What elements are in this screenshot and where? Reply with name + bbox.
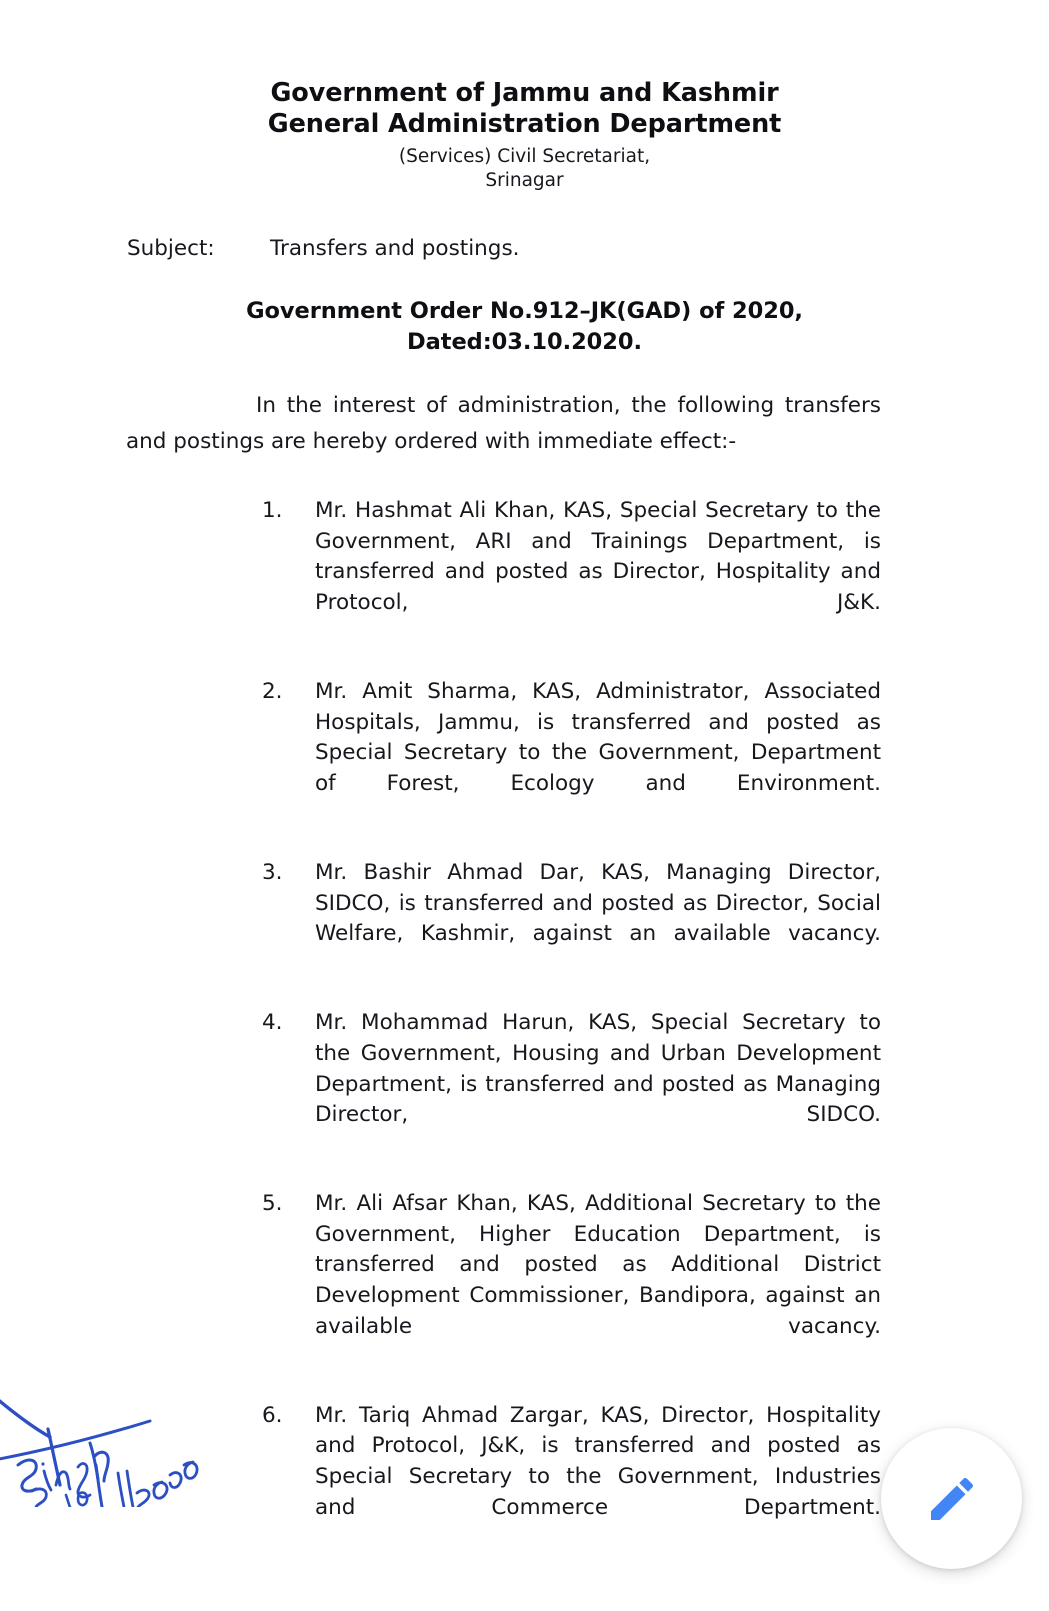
- list-item-number: 1.: [262, 498, 283, 523]
- transfer-list: [0, 496, 1049, 1554]
- list-item-text: Mr. Ali Afsar Khan, KAS, Additional Secretary to the Government, Higher Education Department, is transferred and posted as Additional District Development Commissioner, Bandipora, against an available vacancy.: [315, 1191, 881, 1339]
- subject-row: [0, 235, 1049, 263]
- list-item-number: 5.: [262, 1191, 283, 1217]
- list-item: [262, 1189, 881, 1373]
- organization-name-line-1: Government of Jammu and Kashmir: [270, 78, 779, 108]
- order-date-line: Dated:03.10.2020.: [406, 329, 643, 355]
- list-item-number: 3.: [262, 859, 283, 885]
- address-line-2: Srinagar: [485, 170, 564, 191]
- list-item-text: Mr. Bashir Ahmad Dar, KAS, Managing Director, SIDCO, is transferred and posted as Director, Social Welfare, Kashmir, against an available vacancy.: [315, 859, 881, 947]
- list-item: [262, 496, 881, 649]
- list-item: [262, 677, 881, 830]
- intro-paragraph: In the interest of administration, the following transfers and postings are hereby ordered with immediate effect:-: [126, 393, 881, 454]
- list-item: [262, 1401, 881, 1554]
- edit-button[interactable]: [881, 1428, 1022, 1569]
- list-item-text: Mr. Tariq Ahmad Zargar, KAS, Director, Hospitality and Protocol, J&K, is transferred and posted as Special Secretary to the Government, Industries and Commerce Department.: [315, 1402, 881, 1520]
- list-item-text: Mr. Amit Sharma, KAS, Administrator, Associated Hospitals, Jammu, is transferred and posted as Special Secretary to the Government, Department of Forest, Ecology and Environment.: [315, 678, 881, 796]
- list-item: [262, 858, 881, 980]
- document-header: [0, 0, 1049, 193]
- order-number-block: [0, 296, 1049, 358]
- list-item-number: 4.: [262, 1010, 283, 1036]
- list-item-number: 2.: [262, 678, 283, 704]
- list-item-number: 6.: [262, 1402, 283, 1428]
- list-item: [262, 1008, 881, 1161]
- list-item-text: Mr. Hashmat Ali Khan, KAS, Special Secretary to the Government, ARI and Trainings Department, is transferred and posted as Director, Hospitality and Protocol, J&K.: [315, 498, 881, 615]
- address-line-1: (Services) Civil Secretariat,: [398, 146, 651, 167]
- order-number-line: Government Order No.912–JK(GAD) of 2020,: [246, 298, 803, 324]
- subject-value: Transfers and postings.: [270, 236, 520, 261]
- subject-label: Subject:: [127, 236, 215, 261]
- list-item-text: Mr. Mohammad Harun, KAS, Special Secretary to the Government, Housing and Urban Development Department, is transferred and posted as Managing Director, SIDCO.: [315, 1010, 881, 1128]
- organization-name-line-2: General Administration Department: [267, 109, 782, 139]
- pencil-icon: [924, 1471, 980, 1527]
